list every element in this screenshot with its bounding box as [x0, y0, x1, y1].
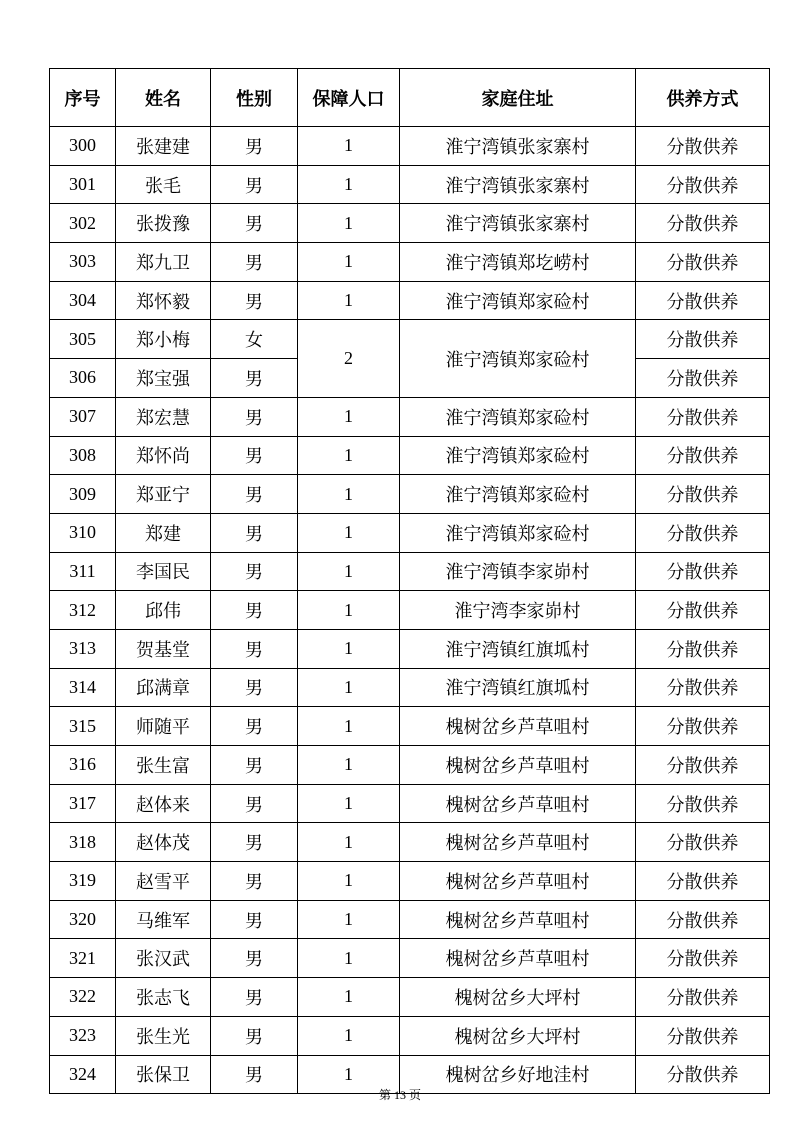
row-number: 319 — [50, 862, 116, 901]
dependents-count: 1 — [298, 397, 400, 436]
person-name: 郑怀尚 — [116, 436, 211, 475]
home-address: 淮宁湾镇郑家硷村 — [400, 397, 636, 436]
row-number: 312 — [50, 591, 116, 630]
row-number: 301 — [50, 165, 116, 204]
support-mode: 分散供养 — [636, 552, 770, 591]
person-name: 贺基堂 — [116, 629, 211, 668]
dependents-count: 1 — [298, 243, 400, 282]
gender-cell: 男 — [211, 552, 298, 591]
person-name: 张生光 — [116, 1016, 211, 1055]
header-mode: 供养方式 — [636, 69, 770, 127]
dependents-count: 1 — [298, 862, 400, 901]
support-mode: 分散供养 — [636, 746, 770, 785]
person-name: 邱满章 — [116, 668, 211, 707]
row-number: 307 — [50, 397, 116, 436]
table-row — [50, 939, 770, 978]
gender-cell: 男 — [211, 204, 298, 243]
gender-cell: 女 — [211, 320, 298, 359]
support-mode: 分散供养 — [636, 939, 770, 978]
table-row — [50, 707, 770, 746]
home-address: 淮宁湾镇郑家硷村 — [400, 436, 636, 475]
gender-cell: 男 — [211, 707, 298, 746]
home-address: 槐树岔乡大坪村 — [400, 1016, 636, 1055]
gender-cell: 男 — [211, 513, 298, 552]
row-number: 306 — [50, 359, 116, 398]
dependents-count: 1 — [298, 707, 400, 746]
support-mode: 分散供养 — [636, 204, 770, 243]
home-address: 淮宁湾镇张家寨村 — [400, 127, 636, 166]
person-name: 赵体茂 — [116, 823, 211, 862]
table-row — [50, 552, 770, 591]
support-mode: 分散供养 — [636, 397, 770, 436]
dependents-count: 1 — [298, 475, 400, 514]
header-no: 序号 — [50, 69, 116, 127]
dependents-count: 1 — [298, 204, 400, 243]
support-mode: 分散供养 — [636, 668, 770, 707]
table-row — [50, 746, 770, 785]
gender-cell: 男 — [211, 591, 298, 630]
table-row — [50, 281, 770, 320]
support-mode: 分散供养 — [636, 591, 770, 630]
dependents-count: 1 — [298, 281, 400, 320]
table-row — [50, 1016, 770, 1055]
row-number: 309 — [50, 475, 116, 514]
support-mode: 分散供养 — [636, 1055, 770, 1094]
table-row — [50, 668, 770, 707]
table-body — [50, 127, 770, 1094]
header-address: 家庭住址 — [400, 69, 636, 127]
table-row — [50, 784, 770, 823]
gender-cell: 男 — [211, 475, 298, 514]
home-address: 淮宁湾镇张家寨村 — [400, 204, 636, 243]
support-mode: 分散供养 — [636, 127, 770, 166]
gender-cell: 男 — [211, 1016, 298, 1055]
support-mode: 分散供养 — [636, 900, 770, 939]
support-mode: 分散供养 — [636, 784, 770, 823]
support-mode: 分散供养 — [636, 823, 770, 862]
row-number: 300 — [50, 127, 116, 166]
gender-cell: 男 — [211, 939, 298, 978]
person-name: 赵体来 — [116, 784, 211, 823]
row-number: 302 — [50, 204, 116, 243]
person-name: 郑亚宁 — [116, 475, 211, 514]
support-mode: 分散供养 — [636, 359, 770, 398]
support-mode: 分散供养 — [636, 320, 770, 359]
home-address: 淮宁湾镇郑家硷村 — [400, 320, 636, 397]
header-count: 保障人口 — [298, 69, 400, 127]
home-address: 槐树岔乡芦草咀村 — [400, 823, 636, 862]
dependents-count: 1 — [298, 629, 400, 668]
home-address: 淮宁湾镇郑家硷村 — [400, 475, 636, 514]
person-name: 邱伟 — [116, 591, 211, 630]
person-name: 师随平 — [116, 707, 211, 746]
row-number: 316 — [50, 746, 116, 785]
row-number: 318 — [50, 823, 116, 862]
person-name: 张保卫 — [116, 1055, 211, 1094]
header-row — [50, 69, 770, 127]
dependents-count: 1 — [298, 127, 400, 166]
row-number: 317 — [50, 784, 116, 823]
gender-cell: 男 — [211, 784, 298, 823]
dependents-count: 1 — [298, 900, 400, 939]
person-name: 郑宝强 — [116, 359, 211, 398]
dependents-count: 1 — [298, 978, 400, 1017]
home-address: 淮宁湾镇郑圪崂村 — [400, 243, 636, 282]
table-row — [50, 900, 770, 939]
home-address: 淮宁湾镇红旗坬村 — [400, 668, 636, 707]
dependents-count: 1 — [298, 552, 400, 591]
table-row — [50, 475, 770, 514]
person-name: 张毛 — [116, 165, 211, 204]
row-number: 315 — [50, 707, 116, 746]
support-mode: 分散供养 — [636, 862, 770, 901]
table-row — [50, 165, 770, 204]
home-address: 淮宁湾镇红旗坬村 — [400, 629, 636, 668]
person-name: 李国民 — [116, 552, 211, 591]
support-mode: 分散供养 — [636, 436, 770, 475]
table-row — [50, 513, 770, 552]
table-row — [50, 862, 770, 901]
header-gender: 性别 — [211, 69, 298, 127]
gender-cell: 男 — [211, 1055, 298, 1094]
gender-cell: 男 — [211, 862, 298, 901]
person-name: 郑九卫 — [116, 243, 211, 282]
row-number: 303 — [50, 243, 116, 282]
row-number: 321 — [50, 939, 116, 978]
dependents-count: 1 — [298, 784, 400, 823]
support-mode: 分散供养 — [636, 165, 770, 204]
table-row — [50, 204, 770, 243]
row-number: 324 — [50, 1055, 116, 1094]
table-row — [50, 397, 770, 436]
row-number: 314 — [50, 668, 116, 707]
person-name: 张拨豫 — [116, 204, 211, 243]
page-number: 第 13 页 — [378, 1088, 421, 1102]
roster-table — [49, 68, 770, 1094]
row-number: 311 — [50, 552, 116, 591]
gender-cell: 男 — [211, 823, 298, 862]
person-name: 马维军 — [116, 900, 211, 939]
row-number: 304 — [50, 281, 116, 320]
gender-cell: 男 — [211, 436, 298, 475]
table-row — [50, 629, 770, 668]
home-address: 槐树岔乡芦草咀村 — [400, 707, 636, 746]
person-name: 郑建 — [116, 513, 211, 552]
table-row — [50, 591, 770, 630]
home-address: 槐树岔乡芦草咀村 — [400, 900, 636, 939]
gender-cell: 男 — [211, 629, 298, 668]
support-mode: 分散供养 — [636, 707, 770, 746]
dependents-count: 1 — [298, 1055, 400, 1094]
dependents-count: 1 — [298, 165, 400, 204]
gender-cell: 男 — [211, 359, 298, 398]
row-number: 305 — [50, 320, 116, 359]
table-row — [50, 978, 770, 1017]
gender-cell: 男 — [211, 243, 298, 282]
home-address: 槐树岔乡大坪村 — [400, 978, 636, 1017]
support-mode: 分散供养 — [636, 281, 770, 320]
person-name: 张建建 — [116, 127, 211, 166]
support-mode: 分散供养 — [636, 243, 770, 282]
table-row — [50, 823, 770, 862]
person-name: 张志飞 — [116, 978, 211, 1017]
home-address: 槐树岔乡芦草咀村 — [400, 862, 636, 901]
table-row — [50, 243, 770, 282]
person-name: 赵雪平 — [116, 862, 211, 901]
gender-cell: 男 — [211, 668, 298, 707]
home-address: 淮宁湾李家峁村 — [400, 591, 636, 630]
person-name: 郑宏慧 — [116, 397, 211, 436]
person-name: 郑怀毅 — [116, 281, 211, 320]
row-number: 320 — [50, 900, 116, 939]
dependents-count: 1 — [298, 939, 400, 978]
person-name: 张生富 — [116, 746, 211, 785]
dependents-count: 1 — [298, 436, 400, 475]
dependents-count: 1 — [298, 1016, 400, 1055]
home-address: 槐树岔乡好地洼村 — [400, 1055, 636, 1094]
home-address: 淮宁湾镇李家峁村 — [400, 552, 636, 591]
dependents-count: 1 — [298, 513, 400, 552]
row-number: 313 — [50, 629, 116, 668]
gender-cell: 男 — [211, 127, 298, 166]
home-address: 淮宁湾镇郑家硷村 — [400, 513, 636, 552]
support-mode: 分散供养 — [636, 475, 770, 514]
support-mode: 分散供养 — [636, 629, 770, 668]
row-number: 323 — [50, 1016, 116, 1055]
support-mode: 分散供养 — [636, 978, 770, 1017]
person-name: 郑小梅 — [116, 320, 211, 359]
header-name: 姓名 — [116, 69, 211, 127]
dependents-count: 1 — [298, 746, 400, 785]
dependents-count: 1 — [298, 668, 400, 707]
row-number: 310 — [50, 513, 116, 552]
table-row — [50, 127, 770, 166]
gender-cell: 男 — [211, 746, 298, 785]
row-number: 322 — [50, 978, 116, 1017]
gender-cell: 男 — [211, 165, 298, 204]
dependents-count: 2 — [298, 320, 400, 397]
gender-cell: 男 — [211, 397, 298, 436]
gender-cell: 男 — [211, 900, 298, 939]
support-mode: 分散供养 — [636, 513, 770, 552]
table-row — [50, 436, 770, 475]
gender-cell: 男 — [211, 281, 298, 320]
home-address: 淮宁湾镇郑家硷村 — [400, 281, 636, 320]
home-address: 槐树岔乡芦草咀村 — [400, 784, 636, 823]
home-address: 淮宁湾镇张家寨村 — [400, 165, 636, 204]
person-name: 张汉武 — [116, 939, 211, 978]
home-address: 槐树岔乡芦草咀村 — [400, 746, 636, 785]
dependents-count: 1 — [298, 591, 400, 630]
gender-cell: 男 — [211, 978, 298, 1017]
row-number: 308 — [50, 436, 116, 475]
home-address: 槐树岔乡芦草咀村 — [400, 939, 636, 978]
table-row — [50, 320, 770, 359]
dependents-count: 1 — [298, 823, 400, 862]
support-mode: 分散供养 — [636, 1016, 770, 1055]
